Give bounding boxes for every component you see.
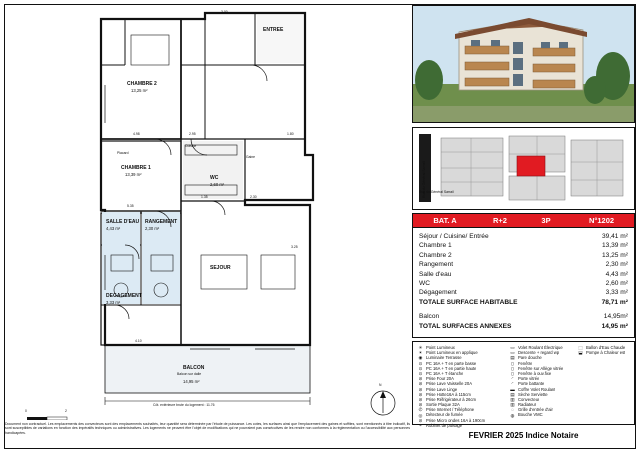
dim-d9: 3.25 xyxy=(291,245,298,249)
dim-d8: 1.80 xyxy=(287,132,294,136)
room-label-sejour: SEJOUR xyxy=(210,265,231,271)
legend-label: Luminaire Terrasse xyxy=(426,355,462,361)
area-label: Dégagement xyxy=(419,289,457,297)
area-value: 2,30 m² xyxy=(605,261,628,269)
area-value: 39,41 m² xyxy=(601,233,628,240)
legend-label: Fenêtre sur Allège vitrée xyxy=(518,365,564,371)
area-value: 13,39 m² xyxy=(601,242,628,250)
area-value: 3,33 m² xyxy=(605,289,628,297)
legend-column-1 xyxy=(417,345,509,428)
vmc-icon: ◌ xyxy=(511,407,514,413)
dim-d1: 3.00 xyxy=(221,10,228,14)
table-row xyxy=(419,251,628,260)
legend-label: Radiateur xyxy=(518,402,537,408)
table-row xyxy=(419,270,628,279)
socket-icon: ⊘ xyxy=(418,376,423,382)
room-surface-degagement: 3,33 m² xyxy=(106,300,121,305)
dim-bottom: Côt. extérieure brute du logement : 11.76 xyxy=(153,403,215,407)
area-label: Séjour / Cuisine/ Entrée xyxy=(419,233,489,240)
area-value: 14,95 m² xyxy=(601,322,628,330)
socket-icon: ⊙ xyxy=(418,371,423,377)
area-value: 2,60 m² xyxy=(605,280,628,288)
room-label-wc: WC xyxy=(210,175,219,181)
socket-icon: ⊙ xyxy=(418,360,423,366)
legend-label: Sèche Serviette xyxy=(518,391,548,397)
lamp-icon: ✳ xyxy=(418,345,423,351)
table-row-annex-total xyxy=(419,322,628,331)
hood-icon: ▬ xyxy=(510,386,515,392)
socket-icon: ⊘ xyxy=(418,391,423,397)
legend-label: PC 16A + T étanche xyxy=(426,370,464,376)
socket-icon: ⊘ xyxy=(418,417,423,423)
table-row xyxy=(419,312,628,321)
legend-label: Prise Four 20A xyxy=(426,376,454,382)
info-column xyxy=(412,5,635,428)
door-icon: ◜ xyxy=(511,381,514,387)
table-row-total xyxy=(419,298,628,307)
key-plan xyxy=(412,127,635,210)
legend-label: Prise Réfrigérateur à 26cm xyxy=(426,396,477,402)
legend-label: Fenêtre à ouv.fixe xyxy=(518,370,552,376)
area-value: 14,95m² xyxy=(603,313,628,321)
svg-text:Rue du Général Sarrail: Rue du Général Sarrail xyxy=(422,161,426,198)
legend-label: Prise Micro ondes 16A à 190cm xyxy=(426,417,486,423)
legend-label: Prise Internet / Téléphone xyxy=(426,407,475,413)
shower-icon: ▤ xyxy=(510,355,515,361)
legend-label: Fenêtre xyxy=(518,360,533,366)
area-label: Rangement xyxy=(419,261,454,269)
legend-box xyxy=(412,341,635,428)
area-label: Balcon xyxy=(419,313,440,321)
area-label: TOTAL SURFACES ANNEXES xyxy=(419,322,512,330)
legend-label: Porte battante xyxy=(518,381,545,387)
table-row xyxy=(419,288,628,297)
legend-label: Bouche VMC xyxy=(518,412,543,418)
socket-icon: ⊘ xyxy=(418,402,423,408)
area-label: TOTALE SURFACE HABITABLE xyxy=(419,298,518,306)
legend-label: Point Lumineux en applique xyxy=(426,350,478,356)
doorbell-icon: ⌁ xyxy=(419,422,422,428)
switch-icon: ▭ xyxy=(510,350,515,356)
keyplan-street-label: Rue du Général Sarrail xyxy=(419,190,454,194)
room-label-entree: ENTREE xyxy=(263,27,284,33)
placard-label: Placard xyxy=(117,151,129,155)
legend-column-3 xyxy=(577,345,630,421)
legend-label: Sortie Plaque 32A xyxy=(426,402,460,408)
area-label: WC xyxy=(419,280,430,288)
table-row xyxy=(419,241,628,250)
dim-d5: 1.35 xyxy=(201,195,208,199)
socket-icon: ⊘ xyxy=(418,386,423,392)
ceiling-light-icon: ◉ xyxy=(418,355,423,361)
legend-label: Ballon d'Eau Chaude xyxy=(586,345,626,350)
room-surface-balcon: 14,95 m² xyxy=(183,379,200,384)
heatpump-icon: ⬓ xyxy=(578,350,583,356)
room-surface-wc: 2,60 m² xyxy=(210,182,225,187)
legend-label: Prise Hotte16A à 115cm xyxy=(426,391,471,397)
window-icon: ▯ xyxy=(511,365,514,371)
legal-notice: Document non contractuel. Les emplacements des convecteurs sont des emplacements souhaités, leur quantité sera déterminée par l'étude de puissance. Les cotes, les surfaces ainsi que l'emplacement des gaines et soffites, sont mentionnés à titre indicatif, ils sont susceptibles de variations en fonction des impératifs techniques ou administratives. Les logements ne peuvent être l'objet de modifications qui ne pourraient pas consécutives de les rendre non conformes à la réglementation ou l'accessibilité aux personnes handicapées. xyxy=(5,422,410,435)
lot-level: R+2 xyxy=(493,216,507,225)
room-label-salle-eau: SALLE D'EAU xyxy=(106,219,140,225)
legend-label: Robinet de puisage xyxy=(426,422,463,428)
dim-d2: 4.98 xyxy=(133,132,140,136)
legend-label: Coffre Volet Roulant xyxy=(518,386,556,392)
dim-d6: 4.10 xyxy=(135,339,142,343)
socket-icon: ⊘ xyxy=(418,396,423,402)
legend-label: Prise Lave Vaisselle 20A xyxy=(426,381,473,387)
table-row xyxy=(419,232,628,241)
legend-label: Descente + regard wp xyxy=(518,350,560,356)
document-date: FEVRIER 2025 Indice Notaire xyxy=(412,424,635,446)
boiler-icon: ▥ xyxy=(510,402,515,408)
legend-label: Grille d'entrée d'air xyxy=(518,407,553,413)
lot-building: BAT. A xyxy=(433,216,457,225)
socket-icon: ⊙ xyxy=(418,365,423,371)
smoke-icon: ◎ xyxy=(418,412,423,418)
room-label-degagement: DEGAGEMENT xyxy=(106,293,142,299)
surface-table xyxy=(412,228,635,338)
area-value: 4,43 m² xyxy=(605,270,628,278)
room-label-chambre1: CHAMBRE 1 xyxy=(121,165,151,171)
legend-label: Convecteur xyxy=(518,396,540,402)
lot-type: 3P xyxy=(541,216,551,225)
legend-label: PC 16A + T en partie haute xyxy=(426,365,477,371)
legend-label: Point Lumineux xyxy=(426,345,455,350)
kitchen-label: Cuisine xyxy=(185,144,197,148)
lot-header-bar xyxy=(412,213,635,228)
phone-icon: ✆ xyxy=(418,407,423,413)
legend-item xyxy=(577,350,630,355)
switch-icon: ▭ xyxy=(510,345,515,351)
room-label-rangement: RANGEMENT xyxy=(145,219,178,225)
legend-label: Prise Lave Linge xyxy=(426,386,458,392)
water-heater-icon: ⬚ xyxy=(578,345,583,351)
legend-column-2 xyxy=(509,345,577,421)
room-label-balcon: BALCON xyxy=(183,365,205,371)
radiator-icon: ▥ xyxy=(510,396,515,402)
room-surface-chambre1: 13,39 m² xyxy=(125,172,142,177)
table-row xyxy=(419,260,628,269)
window-icon: ▯ xyxy=(511,360,514,366)
room-surface-salle-eau: 4,43 m² xyxy=(106,226,121,231)
blind-icon: ▤ xyxy=(510,391,515,397)
socket-icon: ⊘ xyxy=(418,381,423,387)
legend-label: PC 16A + T en parte basse xyxy=(426,360,477,366)
room-surface-rangement: 2,30 m² xyxy=(145,226,160,231)
room-surface-chambre2: 13,25 m² xyxy=(131,88,148,93)
door-icon: ◜ xyxy=(511,376,514,382)
legend-item xyxy=(509,412,577,417)
area-value: 13,25 m² xyxy=(601,251,628,259)
lot-number: N°1202 xyxy=(588,216,615,225)
building-photo xyxy=(412,5,635,123)
scale-zero: 0 xyxy=(25,409,27,413)
legend-label: Volet Roulant Électrique xyxy=(518,345,563,350)
dim-d4: 5.35 xyxy=(127,204,134,208)
area-label: Chambre 2 xyxy=(419,251,452,259)
window-icon: ▯ xyxy=(511,371,514,377)
gaine-label: Gaine xyxy=(246,155,256,159)
legend-label: Pare douche xyxy=(518,355,542,361)
north-label: N xyxy=(379,383,382,387)
apartment-plan xyxy=(5,5,410,420)
plan-drawing xyxy=(5,5,410,420)
legend-label: Détecteur de fumée xyxy=(426,412,463,418)
vmc-icon: ◍ xyxy=(510,412,515,418)
area-label: Salle d'eau xyxy=(419,270,452,278)
balcon-note: Balcon sur dalle xyxy=(177,372,202,376)
table-row xyxy=(419,279,628,288)
legend-label: Pompe à Chaleur est xyxy=(586,350,626,356)
legend-label: Porte vitrée xyxy=(518,376,540,382)
room-label-chambre2: CHAMBRE 2 xyxy=(127,81,157,87)
wall-lamp-icon: ✴ xyxy=(418,350,423,356)
area-label: Chambre 1 xyxy=(419,242,452,250)
dim-d7: 2.30 xyxy=(250,195,257,199)
dim-d3: 2.95 xyxy=(189,132,196,136)
area-value: 78,71 m² xyxy=(601,298,628,306)
scale-two: 2 xyxy=(65,409,67,413)
